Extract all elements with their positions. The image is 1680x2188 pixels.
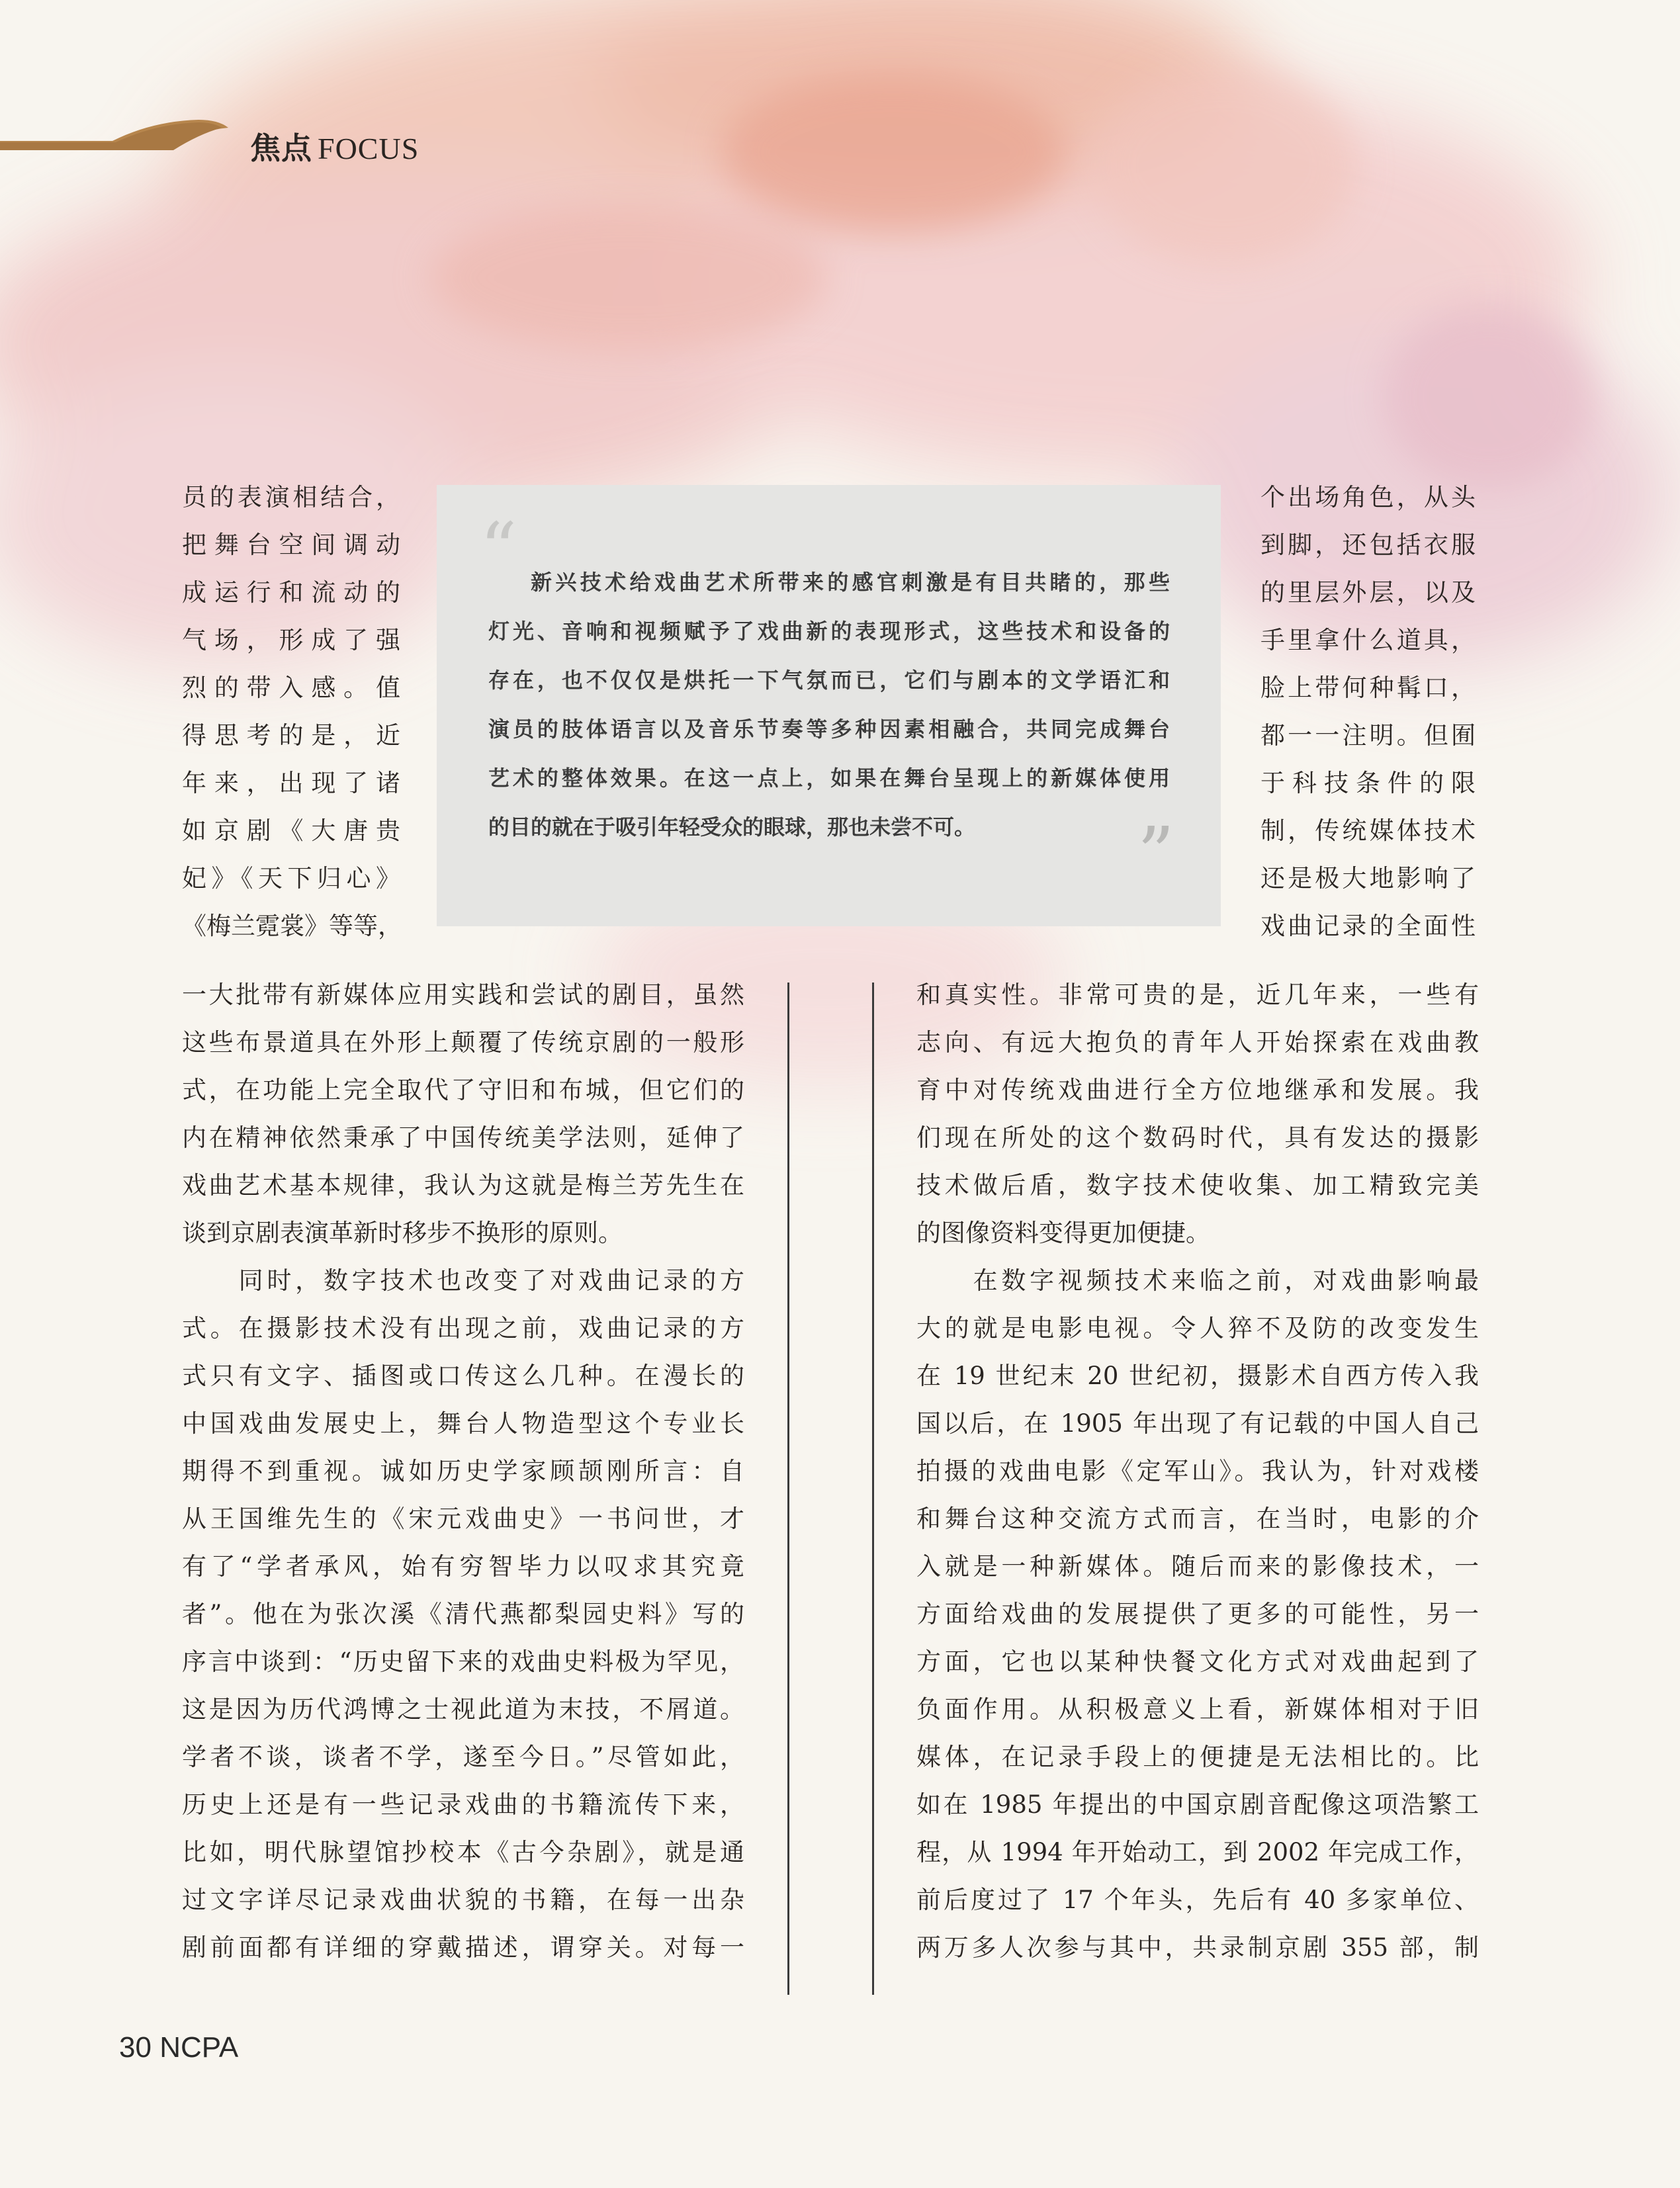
text-line: 式。在摄影技术没有出现之前，戏曲记录的方 <box>182 1314 744 1342</box>
text-line: 这是因为历代鸿博之士视此道为末技，不屑道。 <box>182 1695 744 1724</box>
pull-quote-line: 存在，也不仅仅是烘托一下气氛而已，它们与剧本的文学语汇和 <box>488 668 1170 693</box>
text-line: 有了“学者承风，始有穷智毕力以叹求其究竟 <box>182 1552 744 1581</box>
text-line: 负面作用。从积极意义上看，新媒体相对于旧 <box>916 1695 1479 1724</box>
section-title-en: FOCUS <box>318 132 420 165</box>
section-title <box>250 124 419 168</box>
pull-quote-line: 的目的就在于吸引年轻受众的眼球，那也未尝不可。 <box>488 814 976 840</box>
text-line: 到脚，还包括衣服 <box>1260 531 1476 559</box>
text-line: 和舞台这种交流方式而言，在当时，电影的介 <box>916 1505 1479 1533</box>
text-line: 者”。他在为张次溪《清代燕都梨园史料》写的 <box>182 1600 744 1628</box>
text-line: 过文字详尽记录戏曲状貌的书籍，在每一出杂 <box>182 1886 744 1914</box>
close-quote-icon: ” <box>1137 811 1174 896</box>
open-quote-icon: “ <box>480 507 517 591</box>
pull-quote-line: 新兴技术给戏曲艺术所带来的感官刺激是有目共睹的，那些 <box>531 570 1170 595</box>
text-line: 期得不到重视。诚如历史学家顾颉刚所言：自 <box>182 1457 744 1485</box>
text-line: 还是极大地影响了 <box>1260 864 1476 893</box>
pull-quote-line: 演员的肢体语言以及音乐节奏等多种因素相融合，共同完成舞台 <box>488 717 1170 742</box>
text-line: 同时，数字技术也改变了对戏曲记录的方 <box>182 1266 744 1295</box>
magazine-name: NCPA <box>159 2031 239 2064</box>
text-line: 的图像资料变得更加便捷。 <box>916 1219 1210 1247</box>
text-line: 谈到京剧表演革新时移步不换形的原则。 <box>182 1219 623 1247</box>
text-line: 戏曲记录的全面性 <box>1260 912 1476 940</box>
text-line: 都一一注明。但囿 <box>1260 721 1476 750</box>
text-line: 得思考的是，近 <box>182 721 400 750</box>
text-line: 剧前面都有详细的穿戴描述，谓穿关。对每一 <box>182 1933 744 1962</box>
text-line: 内在精神依然秉承了中国传统美学法则，延伸了 <box>182 1123 744 1152</box>
text-line: 烈的带入感。值 <box>182 674 400 702</box>
text-line: 中国戏曲发展史上，舞台人物造型这个专业长 <box>182 1409 744 1438</box>
text-line: 学者不谈，谈者不学，遂至今日。”尽管如此， <box>182 1743 744 1771</box>
text-line: 前后度过了 17 个年头，先后有 40 多家单位、 <box>916 1886 1479 1914</box>
text-line: 于科技条件的限 <box>1260 769 1476 797</box>
text-line: 和真实性。非常可贵的是，近几年来，一些有 <box>916 981 1479 1009</box>
text-line: 方面给戏曲的发展提供了更多的可能性，另一 <box>916 1600 1479 1628</box>
page-footer <box>119 2031 238 2064</box>
text-line: 程，从 1994 年开始动工，到 2002 年完成工作， <box>916 1838 1479 1866</box>
text-line: 式只有文字、插图或口传这么几种。在漫长的 <box>182 1362 744 1390</box>
section-title-cn: 焦点 <box>250 130 312 166</box>
text-line: 大的就是电影电视。令人猝不及防的改变发生 <box>916 1314 1479 1342</box>
text-line: 成运行和流动的 <box>182 578 400 607</box>
text-line: 式，在功能上完全取代了守旧和布城，但它们的 <box>182 1076 744 1104</box>
page-number: 30 <box>119 2031 152 2064</box>
text-line: 把舞台空间调动 <box>182 531 400 559</box>
text-line: 历史上还是有一些记录戏曲的书籍流传下来， <box>182 1790 744 1819</box>
text-line: 个出场角色，从头 <box>1260 483 1476 511</box>
text-line: 员的表演相结合， <box>182 483 400 511</box>
text-line: 如在 1985 年提出的中国京剧音配像这项浩繁工 <box>916 1790 1479 1819</box>
text-line: 在数字视频技术来临之前，对戏曲影响最 <box>916 1266 1479 1295</box>
text-line: 们现在所处的这个数码时代，具有发达的摄影 <box>916 1123 1479 1152</box>
text-line: 育中对传统戏曲进行全方位地继承和发展。我 <box>916 1076 1479 1104</box>
text-line: 一大批带有新媒体应用实践和尝试的剧目，虽然 <box>182 981 744 1009</box>
text-line: 这些布景道具在外形上颠覆了传统京剧的一般形 <box>182 1028 744 1057</box>
text-line: 从王国维先生的《宋元戏曲史》一书问世，才 <box>182 1505 744 1533</box>
text-line: 在 19 世纪末 20 世纪初，摄影术自西方传入我 <box>916 1362 1479 1390</box>
text-line: 媒体，在记录手段上的便捷是无法相比的。比 <box>916 1743 1479 1771</box>
text-line: 制，传统媒体技术 <box>1260 816 1476 845</box>
left-side-column <box>182 474 400 950</box>
left-body-column <box>182 971 744 1972</box>
column-divider-left <box>787 983 789 1995</box>
pull-quote-line: 艺术的整体效果。在这一点上，如果在舞台呈现上的新媒体使用 <box>488 766 1170 791</box>
pull-quote-box <box>437 485 1221 926</box>
text-line: 志向、有远大抱负的青年人开始探索在戏曲教 <box>916 1028 1479 1057</box>
text-line: 如京剧《大唐贵 <box>182 816 400 845</box>
column-divider-right <box>872 983 874 1995</box>
pull-quote-line: 灯光、音响和视频赋予了戏曲新的表现形式，这些技术和设备的 <box>488 619 1170 644</box>
right-body-column <box>916 971 1479 1972</box>
text-line: 国以后，在 1905 年出现了有记载的中国人自己 <box>916 1409 1479 1438</box>
text-line: 的里层外层，以及 <box>1260 578 1476 607</box>
text-line: 入就是一种新媒体。随后而来的影像技术，一 <box>916 1552 1479 1581</box>
pull-quote-text <box>488 558 1170 852</box>
text-line: 气场，形成了强 <box>182 626 400 654</box>
text-line: 序言中谈到：“历史留下来的戏曲史料极为罕见， <box>182 1647 744 1676</box>
text-line: 年来，出现了诸 <box>182 769 400 797</box>
text-line: 技术做后盾，数字技术使收集、加工精致完美 <box>916 1171 1479 1200</box>
right-side-column <box>1260 474 1476 950</box>
text-line: 《梅兰霓裳》等等， <box>182 912 402 940</box>
text-line: 脸上带何种髯口， <box>1260 674 1476 702</box>
text-line: 戏曲艺术基本规律，我认为这就是梅兰芳先生在 <box>182 1171 744 1200</box>
text-line: 拍摄的戏曲电影《定军山》。我认为，针对戏楼 <box>916 1457 1479 1485</box>
text-line: 两万多人次参与其中，共录制京剧 355 部，制 <box>916 1933 1479 1962</box>
text-line: 比如，明代脉望馆抄校本《古今杂剧》，就是通 <box>182 1838 744 1866</box>
text-line: 方面，它也以某种快餐文化方式对戏曲起到了 <box>916 1647 1479 1676</box>
text-line: 手里拿什么道具， <box>1260 626 1476 654</box>
text-line: 妃》《天下归心》 <box>182 864 400 893</box>
